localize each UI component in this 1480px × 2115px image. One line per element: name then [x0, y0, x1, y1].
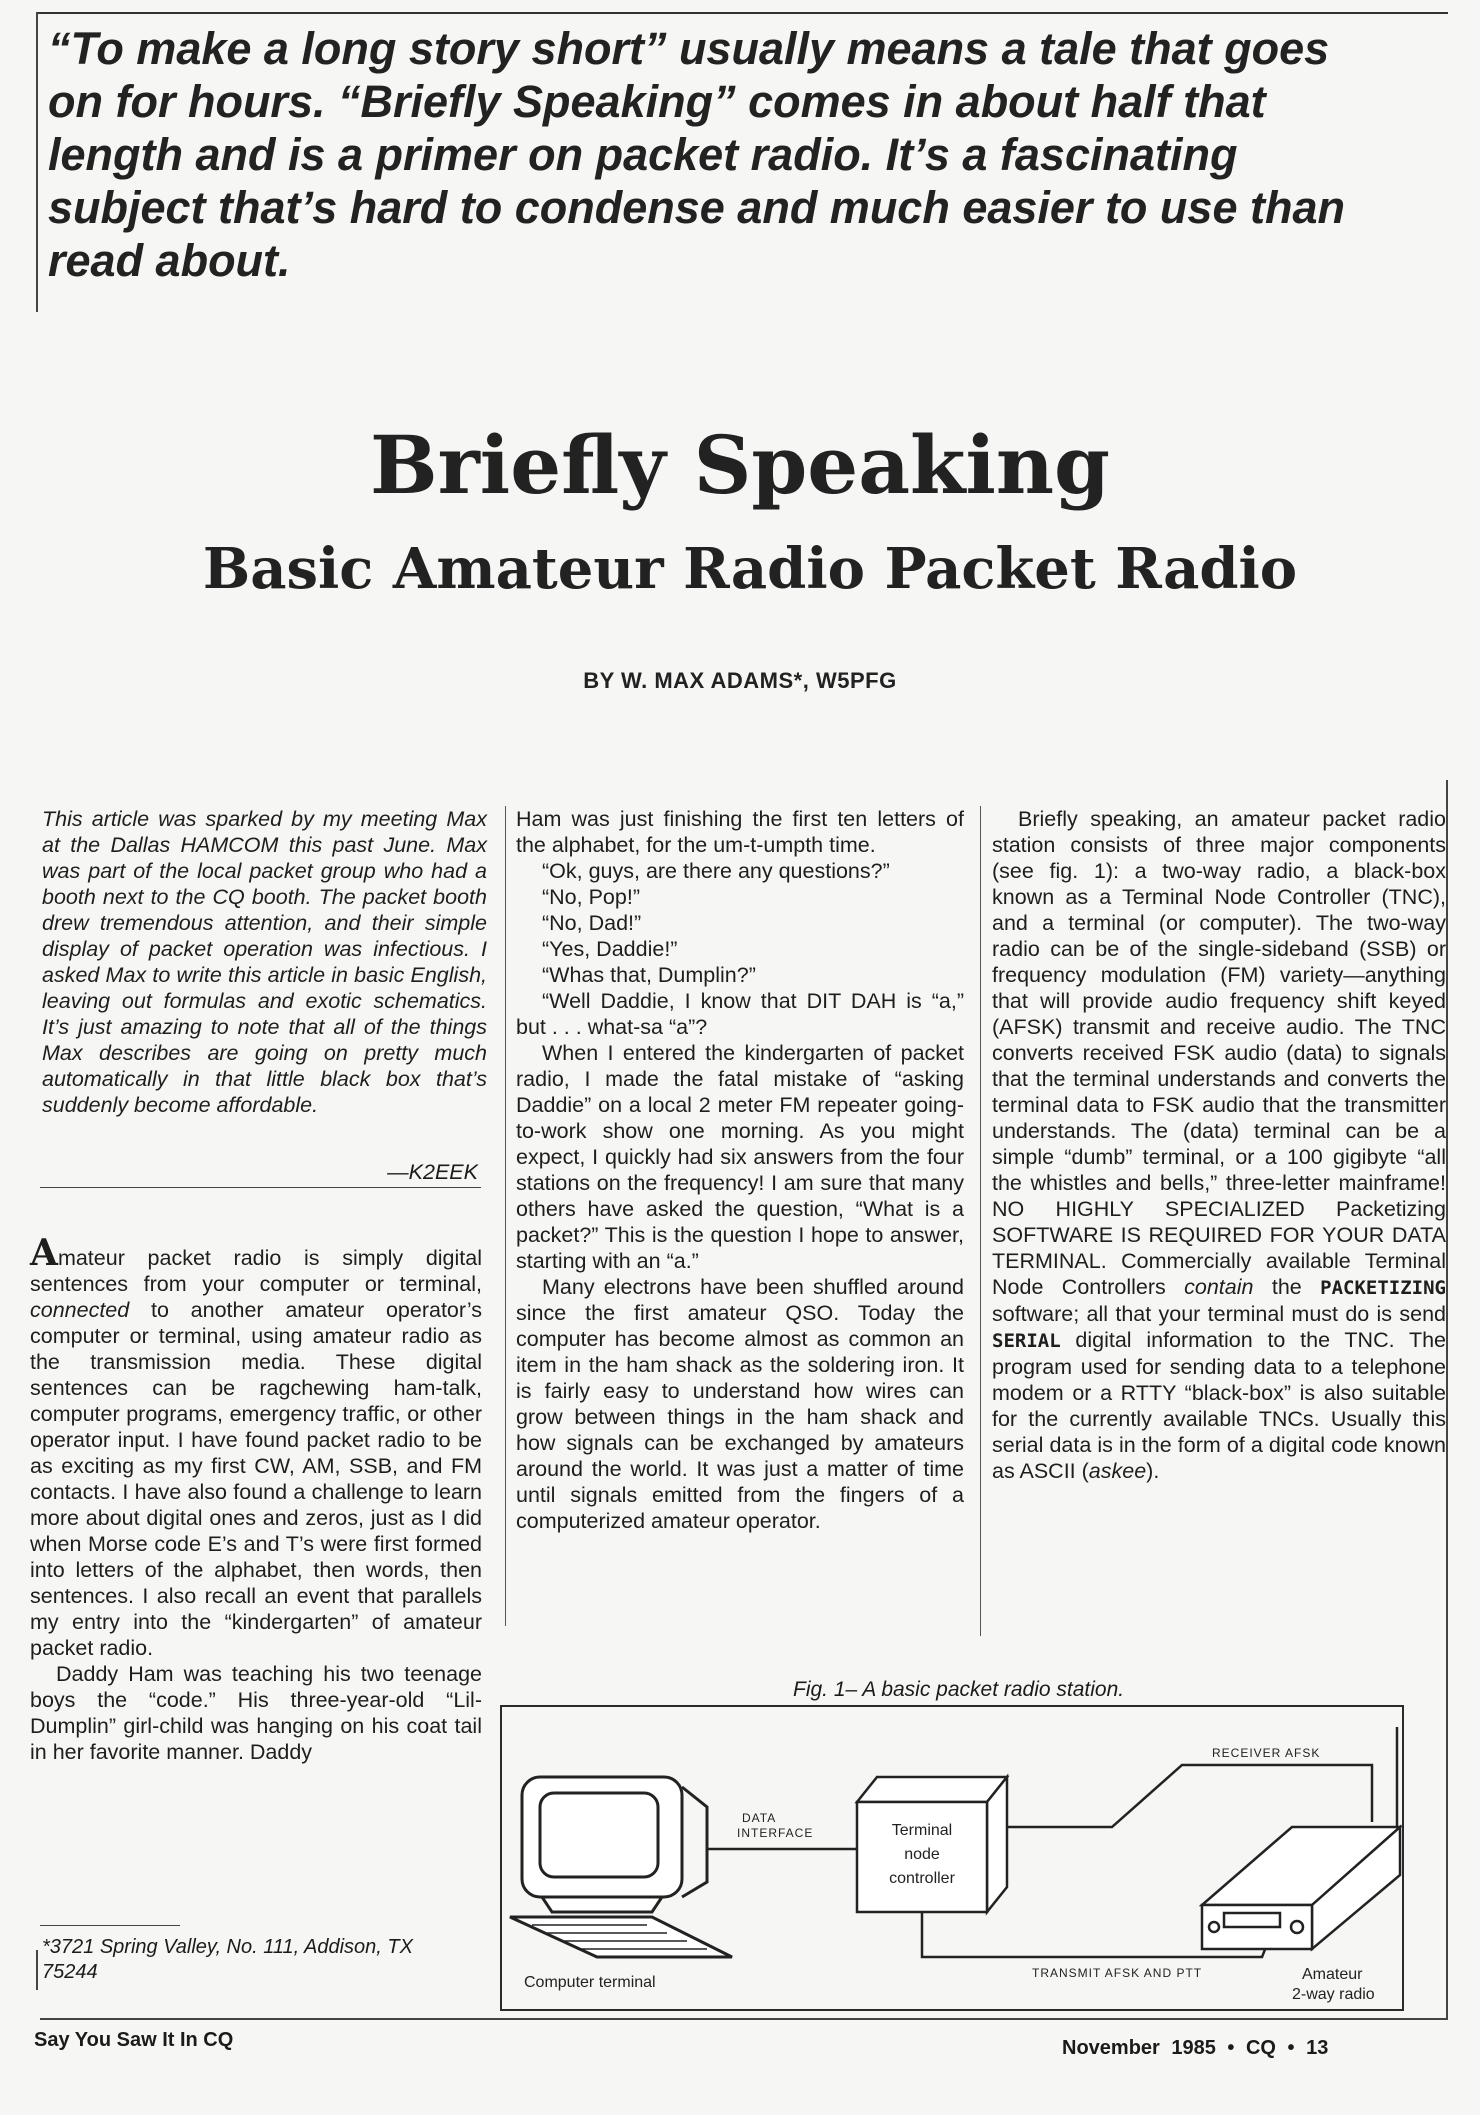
col1-paragraph-2: Daddy Ham was teaching his two teenage boys the “code.” His three-year-old “Lil-Dumplin” girl-child was hanging on his coat tail in her favorite manner. Daddy — [30, 1662, 482, 1764]
label-tnc-3: controller — [889, 1870, 955, 1887]
col1-text-connected: connected — [30, 1298, 130, 1322]
footnote-bar — [36, 1950, 38, 1990]
label-transmit-afsk: TRANSMIT AFSK AND PTT — [1032, 1966, 1203, 1980]
col3-text-serial: SERIAL — [992, 1330, 1061, 1352]
column-divider-1 — [505, 806, 506, 1626]
label-radio-1: Amateur — [1302, 1966, 1363, 1983]
col3-text-i: ). — [1146, 1459, 1160, 1483]
col3-paragraph-1 — [992, 806, 1446, 1484]
dialog-line-4: “Yes, Daddie!” — [542, 937, 678, 961]
column-1 — [30, 1232, 482, 1765]
col2-paragraph-2: When I entered the kindergarten of packet radio, I made the fatal mistake of “asking Daddie” on a local 2 meter FM repeater going-to-work show one morning. As you might expect, I quickly had six answers from the four stations on the frequency! I am sure that many others have asked the question, “What is a packet?” This is the question I hope to answer, starting with an “a.” — [516, 1041, 964, 1273]
frame-left-rule — [36, 12, 38, 312]
label-data-interface-2: INTERFACE — [737, 1826, 814, 1840]
col3-text-contain: contain — [1184, 1275, 1254, 1299]
drop-cap: A — [30, 1232, 58, 1274]
col1-text-a: mateur packet radio is simply digital sentences from your computer or terminal, — [30, 1246, 482, 1296]
tnc-box-icon — [857, 1777, 1007, 1912]
label-computer-terminal: Computer terminal — [524, 1974, 656, 1991]
dialog-line-2: “No, Pop!” — [542, 885, 640, 909]
dialog-line-5: “Whas that, Dumplin?” — [542, 963, 756, 987]
column-3 — [992, 806, 1446, 1484]
article-title: Briefly Speaking — [370, 418, 1110, 512]
column-divider-2 — [980, 806, 981, 1636]
col3-text-packetizing: PACKETIZING — [1320, 1277, 1446, 1299]
col2-paragraph-1: Ham was just finishing the first ten letters of the alphabet, for the um-t-umpth time. — [516, 807, 964, 857]
frame-top-rule — [38, 12, 1448, 14]
byline: BY W. MAX ADAMS*, W5PFG — [583, 668, 897, 693]
packet-station-diagram — [502, 1707, 1402, 2009]
col3-text-g: digital information to the TNC. The program used for sending data to a telephone modem or a RTTY “black-box” is also suitable for the currently available TNCs. Usually this serial data is in the form of a digital code known as ASCII ( — [992, 1328, 1446, 1483]
label-receiver-afsk: RECEIVER AFSK — [1212, 1746, 1321, 1760]
label-radio-2: 2-way radio — [1292, 1986, 1375, 2003]
col3-text-a: Briefly speaking, an amateur packet radio station consists of three major components (see fig. 1): a two-way radio, a black-box known as a Terminal Node Controller (TNC), and a terminal (or computer). The two-way radio can be of the single-sideband (SSB) or frequency modulation (FM) variety—anything that will provide audio frequency shift keyed (AFSK) transmit and receive audio. The TNC converts received FSK audio (data) to signals that the terminal understands and converts the terminal data to FSK audio that the transmitter understands. The (data) terminal can be a simple “dumb” terminal, or a 100 gigibyte “all the whistles and bells,” three-letter mainframe! NO HIGHLY SPECIALIZED Packetizing SOFTWARE IS REQUIRED FOR YOUR DATA TERMINAL. Commercially available Terminal Node Controllers — [992, 807, 1446, 1299]
label-tnc-1: Terminal — [891, 1822, 953, 1839]
col1-paragraph-1 — [30, 1232, 482, 1661]
col3-text-askee: askee — [1088, 1459, 1147, 1483]
dialog-line-1: “Ok, guys, are there any questions?” — [542, 859, 890, 883]
col3-text-c: the — [1253, 1275, 1321, 1299]
dialog-line-6: “Well Daddie, I know that DIT DAH is “a,” but . . . what-sa “a”? — [516, 989, 964, 1039]
intro-rule — [40, 1187, 481, 1188]
editor-intro-text: This article was sparked by my meeting Max at the Dallas HAMCOM this past June. Max was part of the local packet group who had a booth next to the CQ booth. The packet booth drew tremendous attention, and their simple display of packet operation was infectious. I asked Max to write this article in basic English, leaving out formulas and exotic schematics. It’s just amazing to note that all of the things Max describes are going on pretty much automatically in that little black box that’s suddenly become affordable. — [42, 807, 487, 1117]
col1-text-c: to another amateur operator’s computer or terminal, using amateur radio as the transmission media. These digital sentences can be ragchewing ham-talk, computer programs, emergency traffic, or other operator input. I have found packet radio to be as exciting as my first CW, AM, SSB, and FM contacts. I have also found a challenge to learn more about digital ones and zeros, just as I did when Morse code E’s and T’s were first formed into letters of the alphabet, then words, then sentences. I also recall an event that parallels my entry into the “kindergarten” of amateur packet radio. — [30, 1298, 482, 1660]
frame-right-rule — [1446, 780, 1448, 2020]
col3-text-e: software; all that your terminal must do is send — [992, 1302, 1446, 1326]
figure-caption: Fig. 1– A basic packet radio station. — [793, 1678, 1125, 1701]
frame-bottom-rule — [40, 2018, 1448, 2020]
editor-intro — [42, 806, 487, 1118]
label-data-interface-1: DATA — [742, 1811, 777, 1825]
teaser-blurb: “To make a long story short” usually means a tale that goes on for hours. “Briefly Speaking” comes in about half that length and is a primer on packet radio. It’s a fascinating subject that’s hard to condense and much easier to use than read about. — [48, 23, 1345, 286]
folio-issue-page: November 1985 • CQ • 13 — [1062, 2037, 1329, 2059]
author-footnote: *3721 Spring Valley, No. 111, Addison, TX 75244 — [42, 1936, 413, 1983]
editor-signature: —K2EEK — [387, 1160, 478, 1184]
label-tnc-2: node — [904, 1846, 940, 1863]
column-2 — [516, 806, 964, 1534]
footnote-rule — [40, 1925, 180, 1926]
receiver-afsk-line — [1007, 1765, 1372, 1827]
computer-terminal-icon — [510, 1777, 732, 1957]
folio-slogan: Say You Saw It In CQ — [34, 2029, 234, 2051]
article-subtitle: Basic Amateur Radio Packet Radio — [202, 536, 1298, 602]
dialog-line-3: “No, Dad!” — [542, 911, 642, 935]
col2-paragraph-3: Many electrons have been shuffled around since the first amateur QSO. Today the computer has become almost as common an item in the ham shack as the soldering iron. It is fairly easy to understand how wires can grow between things in the ham shack and how signals can be exchanged by amateurs around the world. It was just a matter of time until signals emitted from the fingers of a computerized amateur operator. — [516, 1275, 964, 1533]
radio-icon — [1202, 1727, 1400, 1949]
figure-1 — [500, 1705, 1404, 2011]
